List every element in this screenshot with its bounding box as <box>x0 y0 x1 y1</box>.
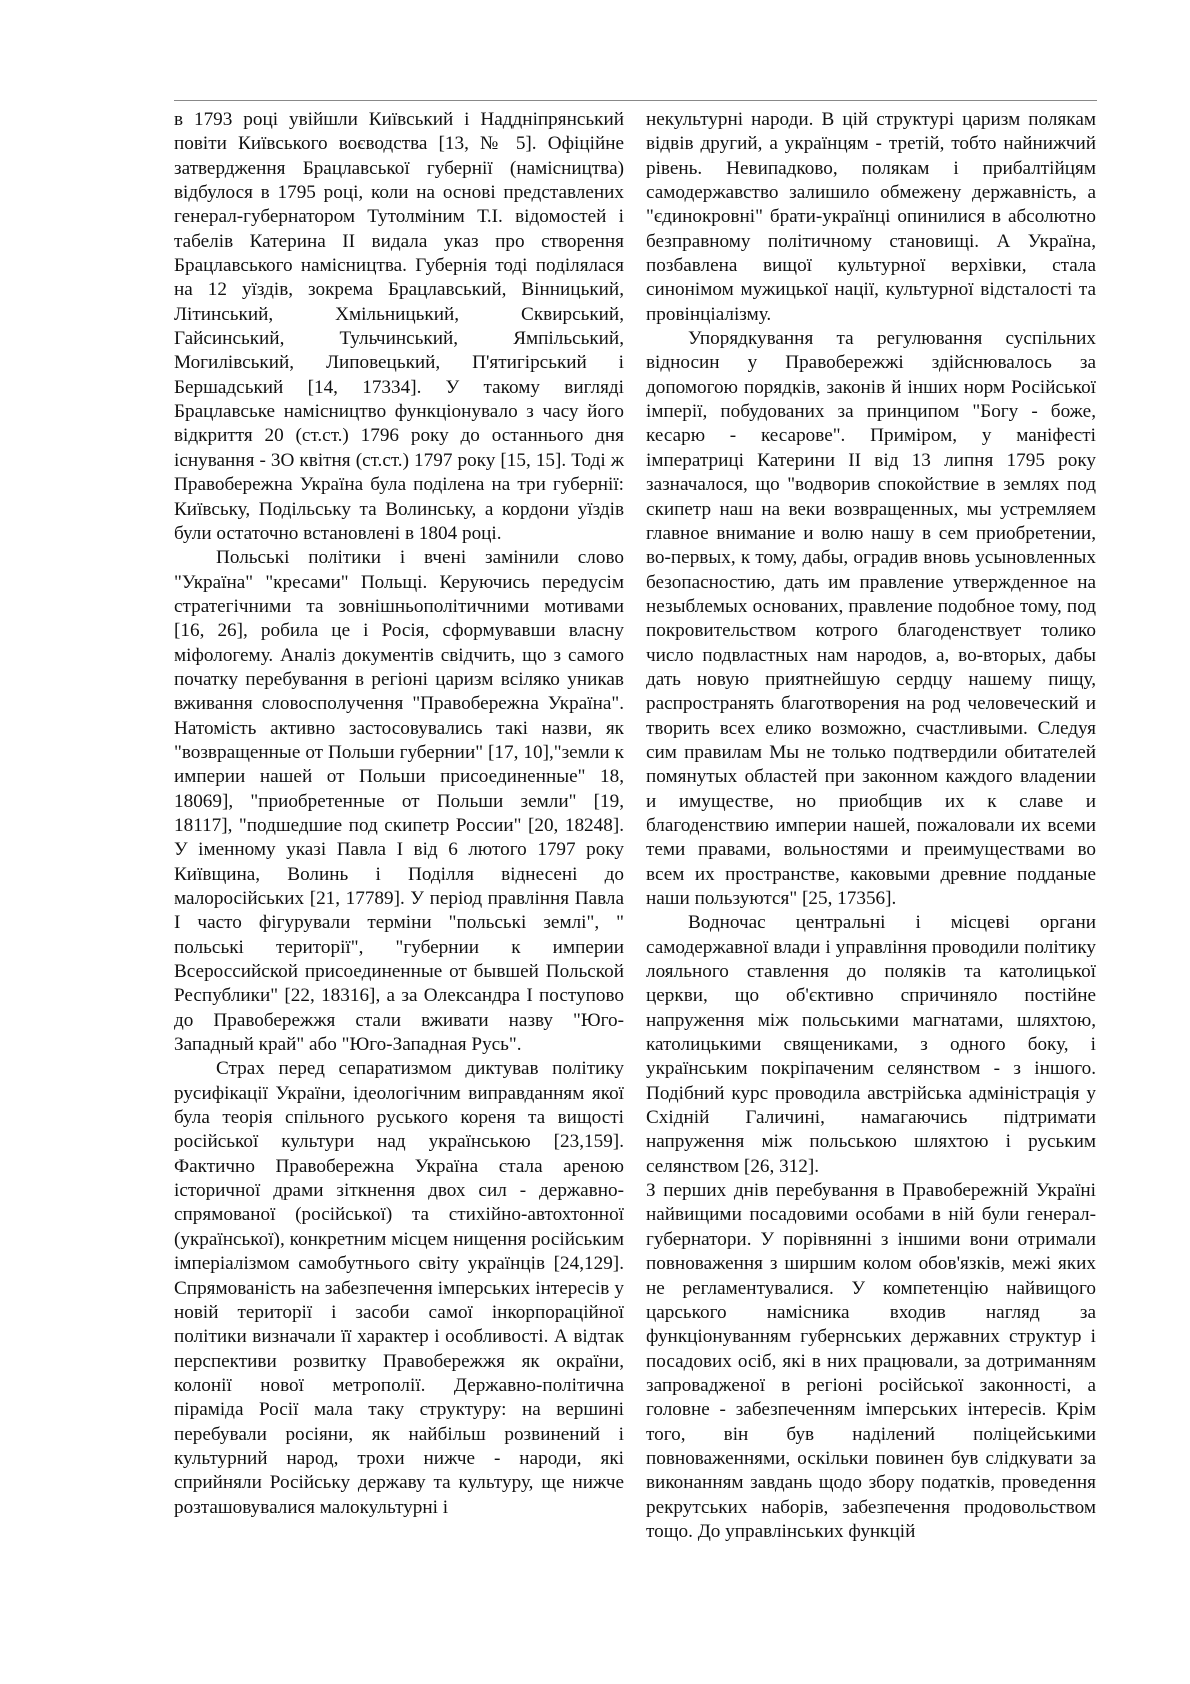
paragraph: Польські політики і вчені замінили слово "Україна" "кресами" Польщі. Керуючись передусім стратегічними та зовнішньополітичними мотивами [16, 26], робила це і Росія, сформувавши власну міфологему. Аналіз документів свідчить, що з самого початку перебування в регіоні царизм всіляко уникав вживання словосполучення "Правобережна Україна". Натомість активно застосовувались такі назви, як "возвращенные от Польши губернии" [17, 10],"земли к империи нашей от Польши присоединенные" 18, 18069], "приобретенные от Польши земли" [19, 18117], "подшедшие под скипетр России" [20, 18248]. У іменному указі Павла І від 6 лютого 1797 року Київщина, Волинь і Поділля віднесені до малоросійських [21, 17789]. У період правління Павла I часто фігурували терміни "польські землі", " польські території", "губернии к империи Всероссийской присоединенные от бывшей Польской Республики" [22, 18316], а за Олександра I поступово до Правобережжя стали вживати назву "Юго-Западный край" або "Юго-Западная Русь". <box>174 547 624 1056</box>
paragraph: З перших днів перебування в Правобережній Україні найвищими посадовими особами в ній були генерал-губернатори. У порівнянні з іншими вони отримали повноваження з ширшим колом обов'язків, межі яких не регламентувалися. У компетенцію найвищого царського намісника входив нагляд за функціонуванням губернських державних структур і посадових осіб, які в них працювали, за дотриманням запровадженої в регіоні російської законності, а головне - забезпеченням імперських інтересів. Крім того, він був наділений поліцейськими повноваженнями, оскільки повинен був слідкувати за виконанням завдань щодо збору податків, проведення рекрутських наборів, забезпечення продовольством тощо. До управлінських функцій <box>646 1180 1096 1542</box>
paragraph: Упорядкування та регулювання суспільних відносин у Правобережжі здійснювалось за допомогою порядків, законів й інших норм Російської імперії, побудованих за принципом "Богу - боже, кесарю - кесарове". Приміром, у маніфесті імператриці Катерини II від 13 липня 1795 року зазначалося, що "водворив спокойствие в землях под скипетр наш на веки возвращенных, мы устремляем главное внимание и волю нашу в сем приобретении, во-первых, к тому, дабы, оградив вновь усыновленных безопасностию, дать им правление утвержденное на незыблемых основаних, правление подобное тому, под покровительством котрого благоденствует толико число подвластных нам народов, а, во-вторых, дабы дать новую приятнейшую сердцу нашему пищу, распространять благотворения на род человеческий и творить всех елико возможно, счастливыми. Следуя сим правилам Мы не только подтвердили обитателей помянутых областей при законном каждого владении и имуществе, но приобщив их к славе и благоденствию империи нашей, пожаловали их всеми теми правами, вольностями и преимуществами во всем их пространстве, каковыми древние подданые наши пользуются" [25, 17356]. <box>646 328 1096 909</box>
paragraph: Страх перед сепаратизмом диктував політику русифікації України, ідеологічним виправданням якої була теорія спільного руського кореня та вищості російської культури над українською [23,159]. Фактично Правобережна Україна стала ареною історичної драми зіткнення двох сил - державно-спрямованої (російської) та стихійно-автохтонної (української), конкретним місцем нищення російським імперіалізмом самобутнього світу українців [24,129]. Спрямованість на забезпечення імперських інтересів у новій території і засоби самої інкорпораційної політики визначали її характер і особливості. А відтак перспективи розвитку Правобережжя як окраїни, колонії нової метрополії. Державно-політична піраміда Росії мала таку структуру: на вершині перебували росіяни, як найбільш розвинений і культурний народ, трохи нижче - народи, які сприйняли Російську державу та культуру, ще нижче розташовувалися малокультурні і <box>174 1058 624 1518</box>
paragraph: в 1793 році увійшли Київський і Наддніпрянський повіти Київського воєводства [13, № 5]. Офіційне затвердження Брацлавської губернії (намісництва) відбулося в 1795 році, коли на основі представлених генерал-губернатором Тутолміним Т.І. відомостей і табелів Катерина II видала указ про створення Брацлавського намісництва. Губернія тоді поділялася на 12 уїздів, зокрема Брацлавський, Вінницький, Літинський, Хмільницький, Сквирський, Гайсинський, Тульчинський, Ямпільський, Могилівський, Липовецький, П'ятигірський і Бершадський [14, 17334]. У такому вигляді Брацлавське намісництво функціонувало з часу його відкриття 20 (ст.ст.) 1796 року до останнього дня існування - 3О квітня (ст.ст.) 1797 року [15, 15]. Тоді ж Правобережна Україна була поділена на три губернії: Київську, Подільську та Волинську, а кордони уїздів були остаточно встановлені в 1804 році. <box>174 109 624 544</box>
right-column <box>646 108 1096 1544</box>
paragraph: Водночас центральні і місцеві органи самодержавної влади і управління проводили політику лояльного ставлення до поляків та католицької церкви, що об'єктивно спричиняло постійне напруження між польськими магнатами, шляхтою, католицькими священиками, з одного боку, і українським покріпаченим селянством - з іншого. Подібний курс проводила австрійська адміністрація у Східній Галичині, намагаючись підтримати напруження між польською шляхтою і руським селянством [26, 312]. <box>646 912 1096 1177</box>
paragraph: некультурні народи. В цій структурі царизм полякам відвів другий, а українцям - третій, тобто найнижчий рівень. Невипадково, полякам і прибалтійцям самодержавство залишило обмежену державність, а "єдинокровні" брати-українці опинилися в абсолютно безправному політичному становищі. А Україна, позбавлена вищої культурної верхівки, стала синонімом мужицької нації, культурної відсталості та провінціалізму. <box>646 109 1096 325</box>
left-column <box>174 108 624 1520</box>
header-rule <box>174 100 1097 101</box>
